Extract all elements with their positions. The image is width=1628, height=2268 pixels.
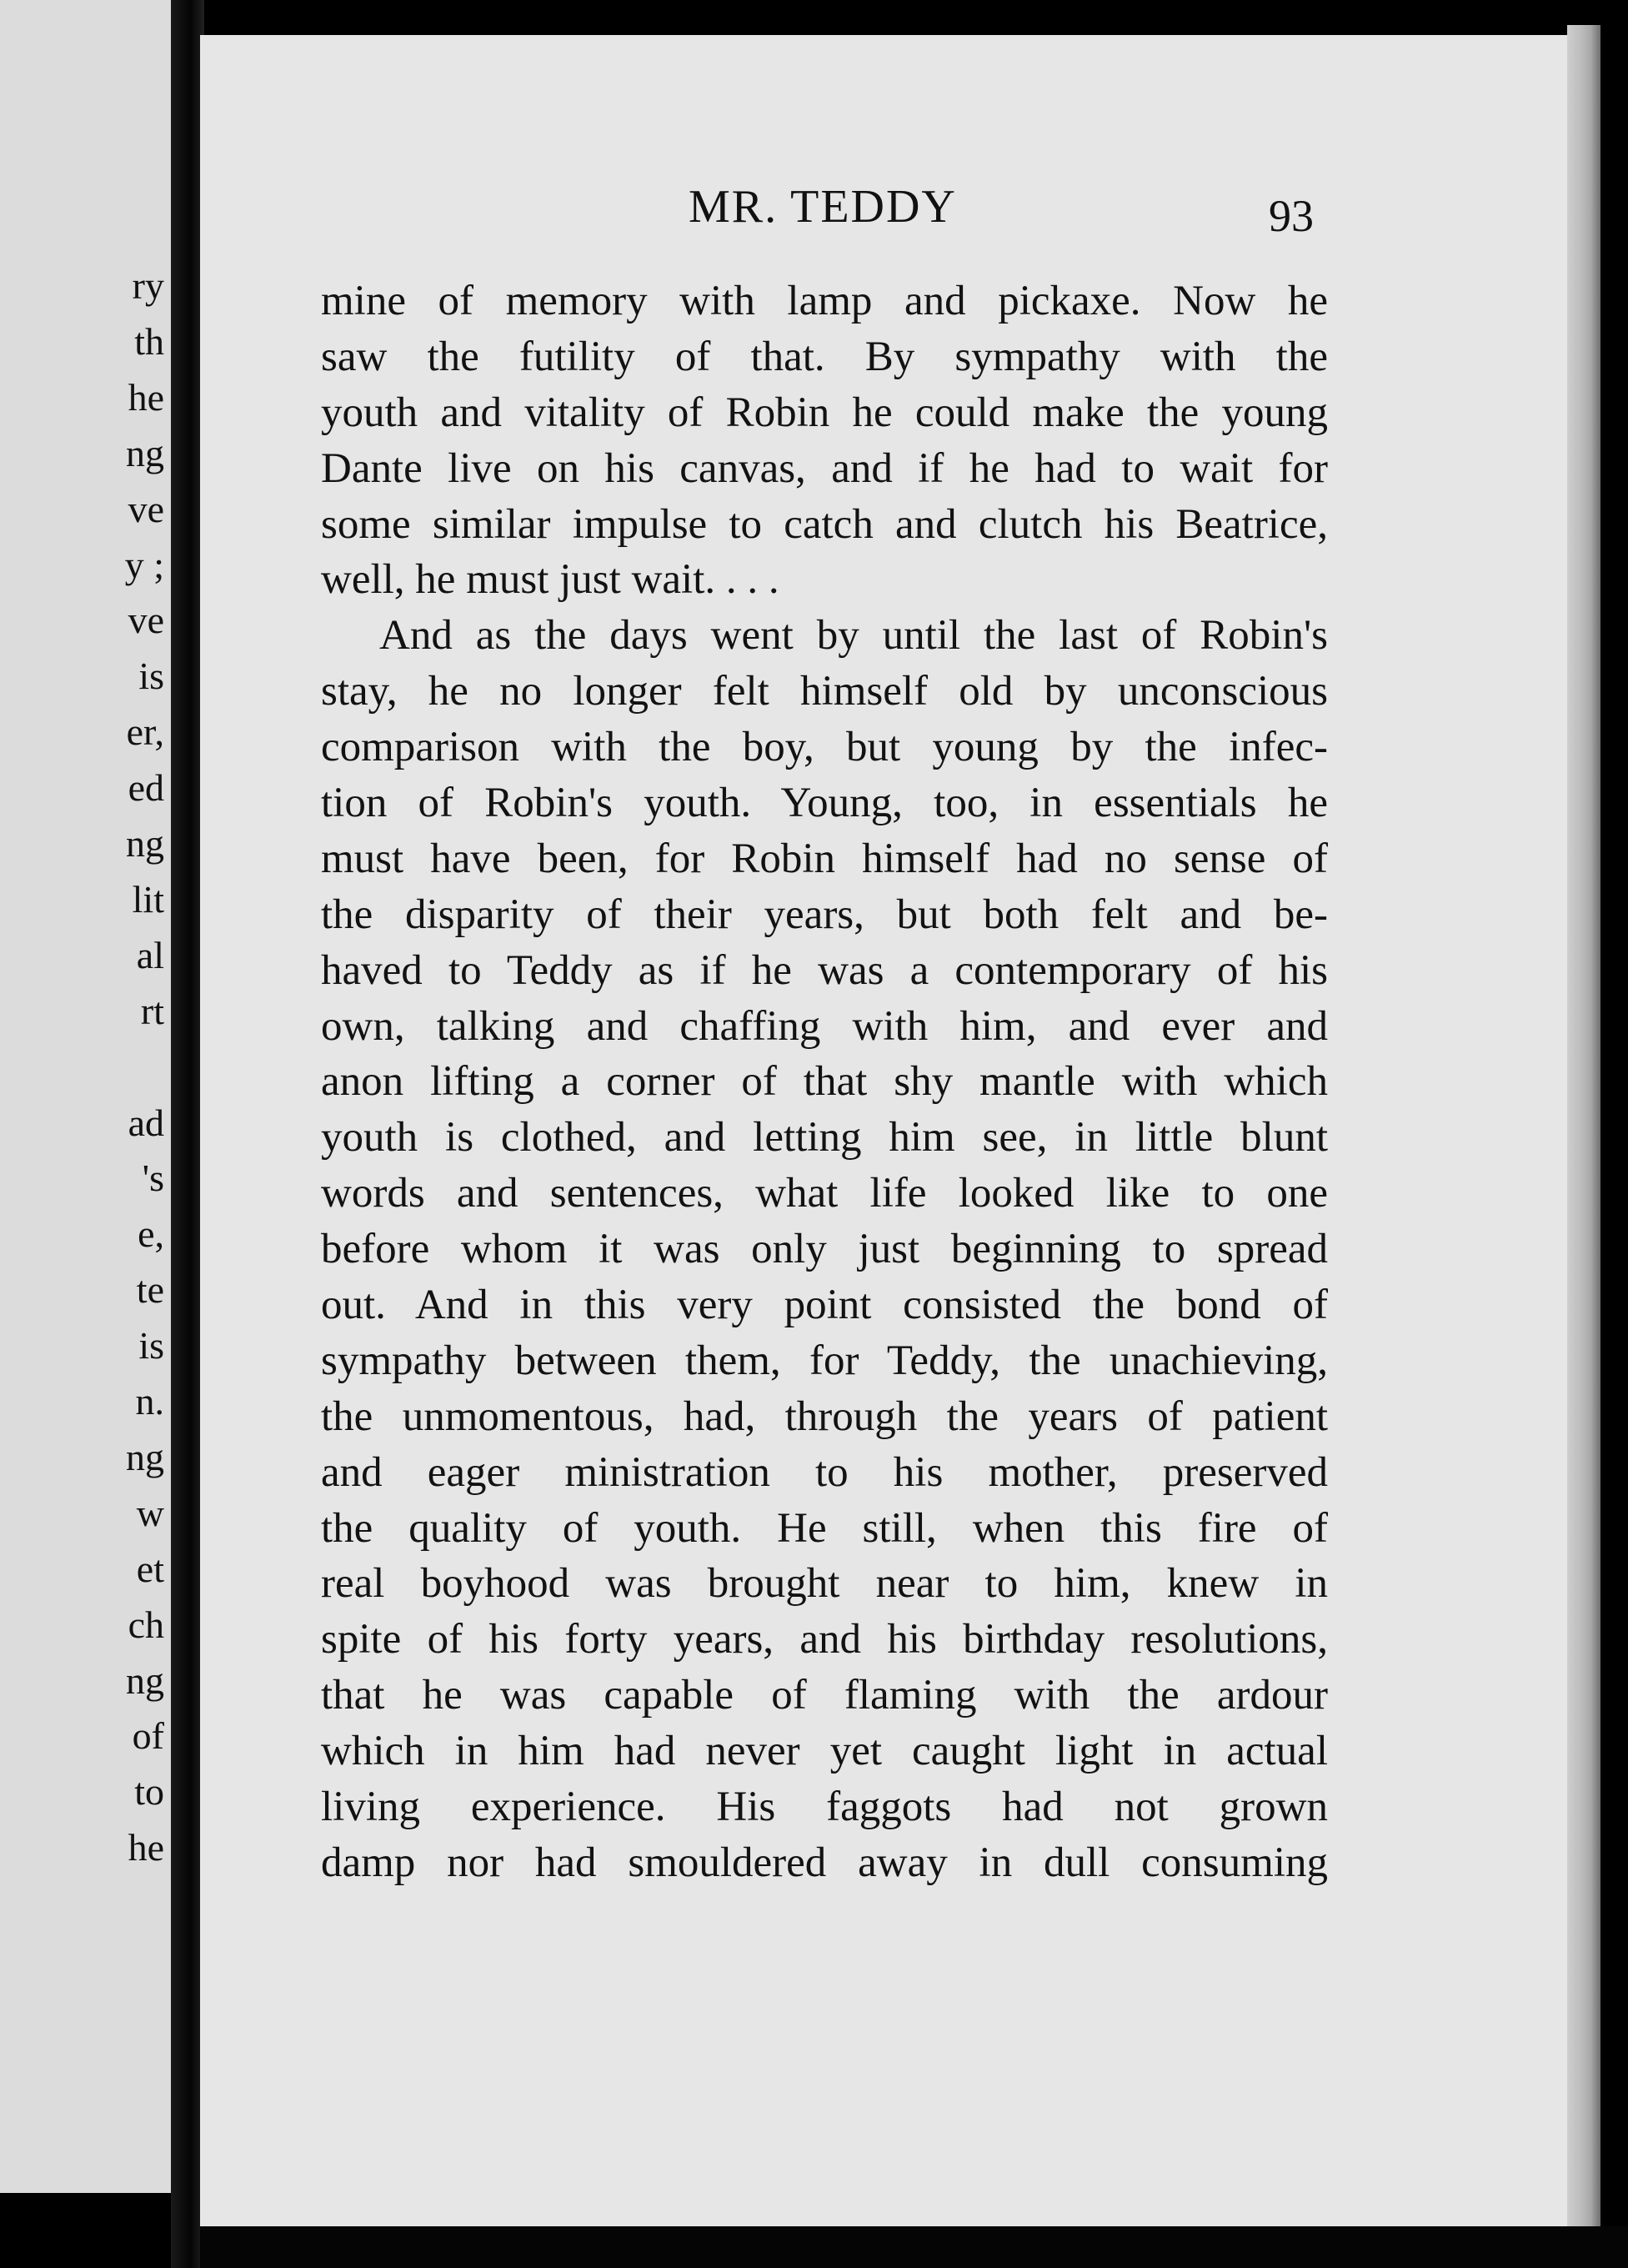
text-line: and eager ministration to his mother, preserved: [321, 1448, 1328, 1496]
text-line: the disparity of their years, but both felt and be-: [321, 891, 1328, 938]
text-line: own, talking and chaffing with him, and ever and: [321, 1002, 1328, 1050]
left-page-fragment: te: [136, 1268, 164, 1312]
left-page-fragment: is: [138, 655, 164, 698]
left-page-fragment: to: [134, 1770, 164, 1814]
left-page-fragment: et: [136, 1547, 164, 1590]
left-page-fragment: he: [128, 375, 164, 419]
left-page-fragment: ng: [126, 431, 164, 474]
text-line: anon lifting a corner of that shy mantle with which: [321, 1058, 1328, 1106]
text-line: mine of memory with lamp and pickaxe. Now he: [321, 278, 1328, 324]
text-line: real boyhood was brought near to him, knew in: [321, 1560, 1328, 1608]
left-page-fragment: ad: [128, 1101, 164, 1144]
text-line: saw the futility of that. By sympathy with the: [321, 333, 1328, 380]
left-page-fragment: ng: [126, 1435, 164, 1478]
text-line: damp nor had smouldered away in dull consuming: [321, 1839, 1328, 1886]
left-page-fragment: ch: [128, 1603, 164, 1646]
left-page-fragment: is: [138, 1324, 164, 1367]
page-edge: [1567, 25, 1600, 2226]
left-page-fragment: er,: [126, 710, 164, 754]
text-line: well, he must just wait. . . .: [321, 556, 779, 604]
left-page-fragment: ry: [132, 264, 164, 307]
text-line: which in him had never yet caught light in actual: [321, 1728, 1328, 1775]
text-line: the quality of youth. He still, when this fire of: [321, 1504, 1328, 1552]
text-line: before whom it was only just beginning to spread: [321, 1226, 1328, 1273]
text-line: the unmomentous, had, through the years of patient: [321, 1392, 1328, 1440]
left-page-fragment: al: [136, 933, 164, 976]
scan-border: [200, 2226, 1628, 2268]
text-line: living experience. His faggots had not grown: [321, 1784, 1328, 1831]
text-line: spite of his forty years, and his birthday resolutions,: [321, 1616, 1328, 1663]
left-page-fragment: e,: [138, 1212, 164, 1256]
text-line: that he was capable of flaming with the ardour: [321, 1672, 1328, 1719]
page-number: 93: [1269, 191, 1314, 241]
left-page-fragment: ve: [128, 599, 164, 642]
left-page-fragment: he: [128, 1826, 164, 1869]
left-page-fragment: of: [132, 1714, 164, 1758]
left-page-fragment: ve: [128, 487, 164, 530]
text-line: And as the days went by until the last of Robin's: [379, 612, 1328, 660]
left-facing-page: [0, 0, 171, 2193]
text-line: words and sentences, what life looked like to one: [321, 1170, 1328, 1217]
left-page-fragment: 's: [142, 1157, 164, 1200]
text-line: youth is clothed, and letting him see, in little blunt: [321, 1114, 1328, 1162]
text-line: out. And in this very point consisted the bond of: [321, 1282, 1328, 1329]
text-line: tion of Robin's youth. Young, too, in essentials he: [321, 780, 1328, 827]
text-line: youth and vitality of Robin he could make the young: [321, 389, 1328, 436]
text-line: Dante live on his canvas, and if he had to wait for: [321, 444, 1328, 492]
text-line: stay, he no longer felt himself old by unconscious: [321, 668, 1328, 715]
left-page-fragment: w: [136, 1491, 164, 1534]
left-page-fragment: n.: [135, 1380, 164, 1423]
text-line: must have been, for Robin himself had no sense of: [321, 835, 1328, 882]
left-page-fragment: y ;: [124, 543, 164, 586]
left-page-fragment: lit: [132, 877, 164, 921]
text-line: some similar impulse to catch and clutch his Beatrice,: [321, 500, 1328, 548]
left-page-fragment: ng: [126, 822, 164, 865]
running-head: MR. TEDDY: [689, 181, 957, 233]
text-line: sympathy between them, for Teddy, the unachieving,: [321, 1337, 1328, 1384]
left-page-fragment: ng: [126, 1658, 164, 1702]
book-gutter: [171, 0, 204, 2268]
text-line: comparison with the boy, but young by the infec-: [321, 724, 1328, 771]
left-page-fragment: rt: [140, 989, 164, 1032]
left-page-fragment: ed: [128, 766, 164, 810]
text-line: haved to Teddy as if he was a contemporary of his: [321, 946, 1328, 994]
left-page-fragment: th: [134, 319, 164, 363]
body-text: [321, 273, 1328, 1891]
